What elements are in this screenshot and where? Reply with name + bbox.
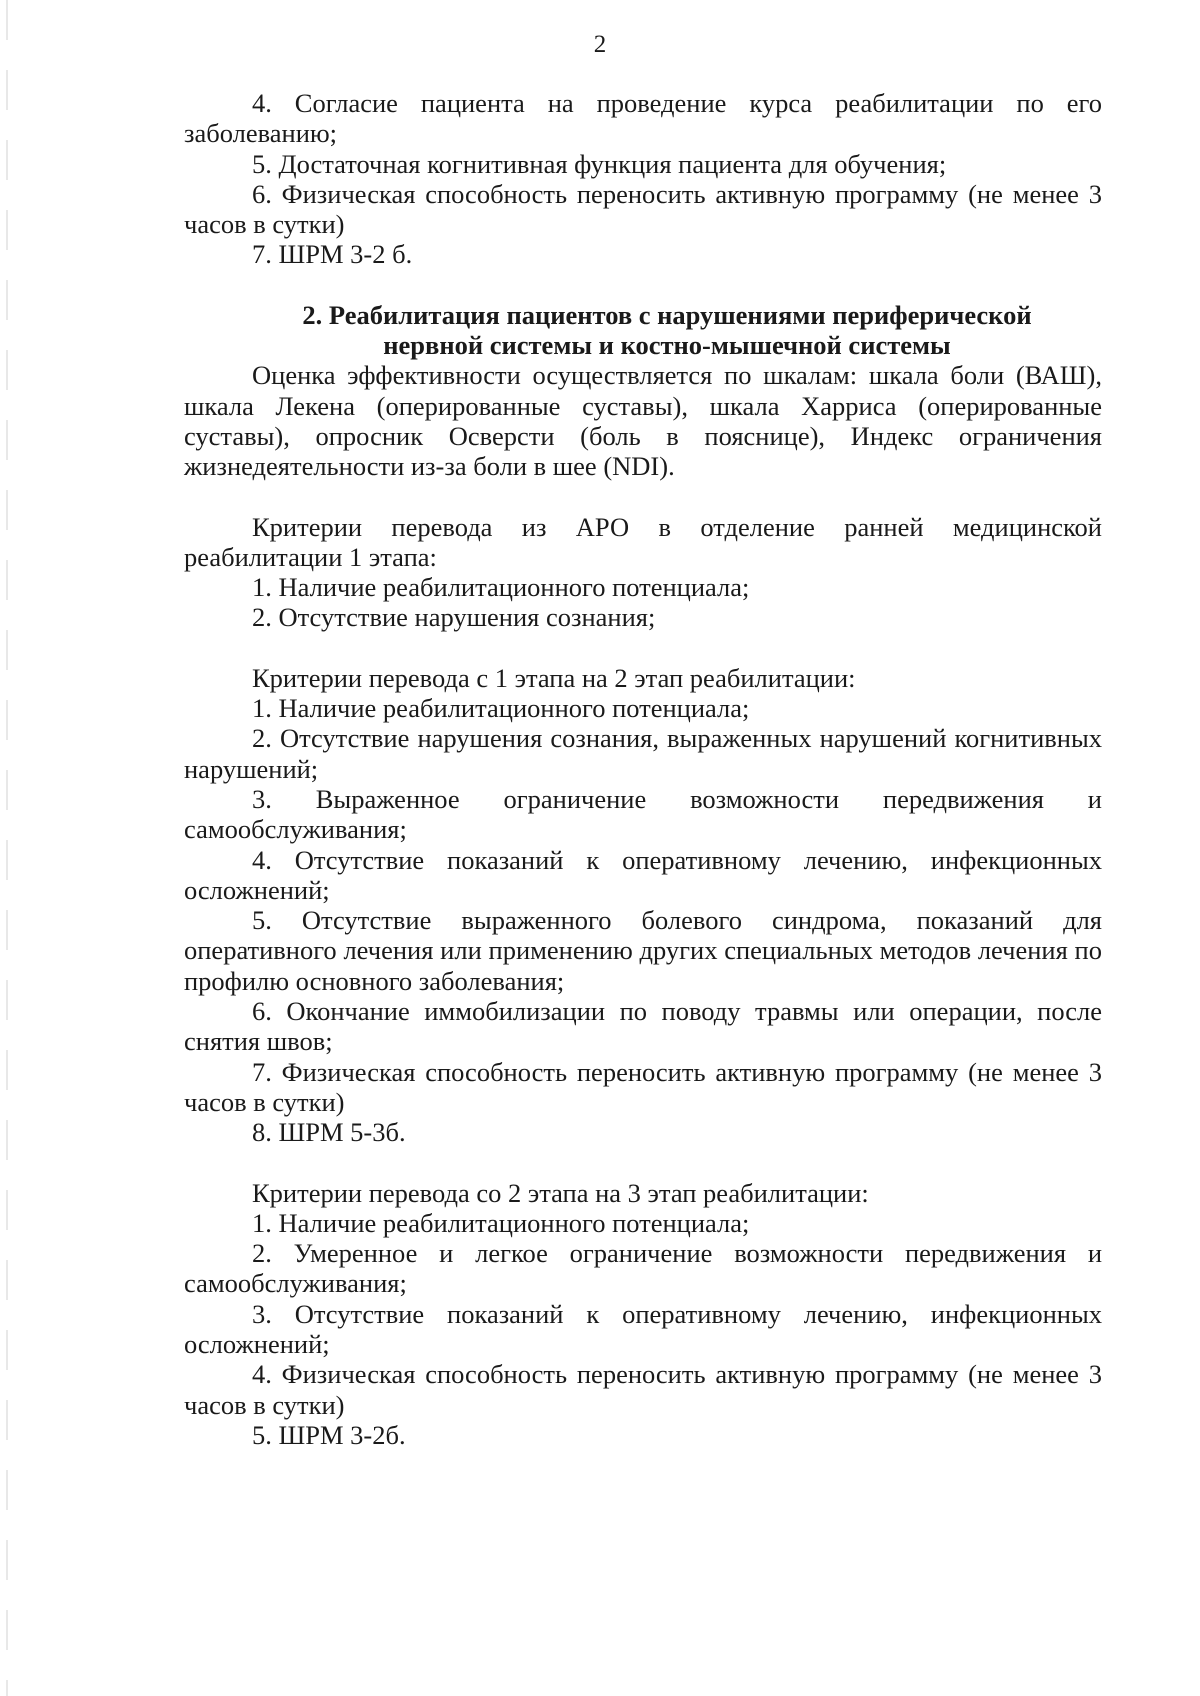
- section-intro: Оценка эффективности осуществляется по шкалам: шкала боли (ВАШ), шкала Лекена (оперированные суставы), шкала Харриса (оперированные суставы), опросник Осверсти (боль в пояснице), Индекс ограничения жизнедеятельности из-за боли в шее (NDI).: [184, 360, 1102, 482]
- spacer: [184, 1148, 1102, 1178]
- list-item: 2. Отсутствие нарушения сознания, выраженных нарушений когнитивных нарушений;: [184, 723, 1102, 784]
- list-item: 4. Согласие пациента на проведение курса реабилитации по его заболеванию;: [184, 88, 1102, 149]
- list-item: 5. Достаточная когнитивная функция пациента для обучения;: [252, 148, 947, 179]
- spacer: [184, 633, 1102, 663]
- list-item: 5. Отсутствие выраженного болевого синдрома, показаний для оперативного лечения или применению других специальных методов лечения по профилю основного заболевания;: [184, 905, 1102, 996]
- spacer: [184, 270, 1102, 300]
- criteria-2-3-title: Критерии перевода со 2 этапа на 3 этап реабилитации:: [252, 1177, 869, 1208]
- spacer: [184, 482, 1102, 512]
- list-item: 2. Умеренное и легкое ограничение возможности передвижения и самообслуживания;: [184, 1238, 1102, 1299]
- page-number: 2: [593, 31, 607, 58]
- list-item: 1. Наличие реабилитационного потенциала;: [252, 1207, 750, 1238]
- list-item: 6. Физическая способность переносить активную программу (не менее 3 часов в сутки): [184, 178, 1102, 240]
- section-heading-line-2: нервной системы и костно-мышечной системы: [383, 330, 951, 361]
- document-body: [184, 88, 1102, 1450]
- list-item: 7. Физическая способность переносить активную программу (не менее 3 часов в сутки): [184, 1056, 1102, 1117]
- criteria-aro-title: Критерии перевода из АРО в отделение ранней медицинской реабилитации 1 этапа:: [184, 511, 1102, 572]
- list-item: 4. Физическая способность переносить активную программу (не менее 3 часов в сутки): [184, 1359, 1102, 1420]
- scan-edge-artifact: [6, 0, 8, 1696]
- list-item: 8. ШРМ 5-3б.: [252, 1117, 406, 1148]
- list-item: 3. Выраженное ограничение возможности передвижения и самообслуживания;: [184, 783, 1102, 845]
- section-heading-line-1: 2. Реабилитация пациентов с нарушениями периферической: [302, 299, 1032, 330]
- list-item: 1. Наличие реабилитационного потенциала;: [252, 572, 750, 603]
- list-item: 1. Наличие реабилитационного потенциала;: [252, 693, 750, 724]
- criteria-1-2-title: Критерии перевода с 1 этапа на 2 этап реабилитации:: [252, 662, 856, 693]
- list-item: 2. Отсутствие нарушения сознания;: [252, 602, 656, 633]
- list-item: 4. Отсутствие показаний к оперативному лечению, инфекционных осложнений;: [184, 844, 1102, 905]
- list-item: 5. ШРМ 3-2б.: [252, 1419, 406, 1450]
- list-item: 3. Отсутствие показаний к оперативному лечению, инфекционных осложнений;: [184, 1298, 1102, 1359]
- list-item: 7. ШРМ 3-2 б.: [252, 239, 413, 270]
- list-item: 6. Окончание иммобилизации по поводу травмы или операции, после снятия швов;: [184, 996, 1102, 1057]
